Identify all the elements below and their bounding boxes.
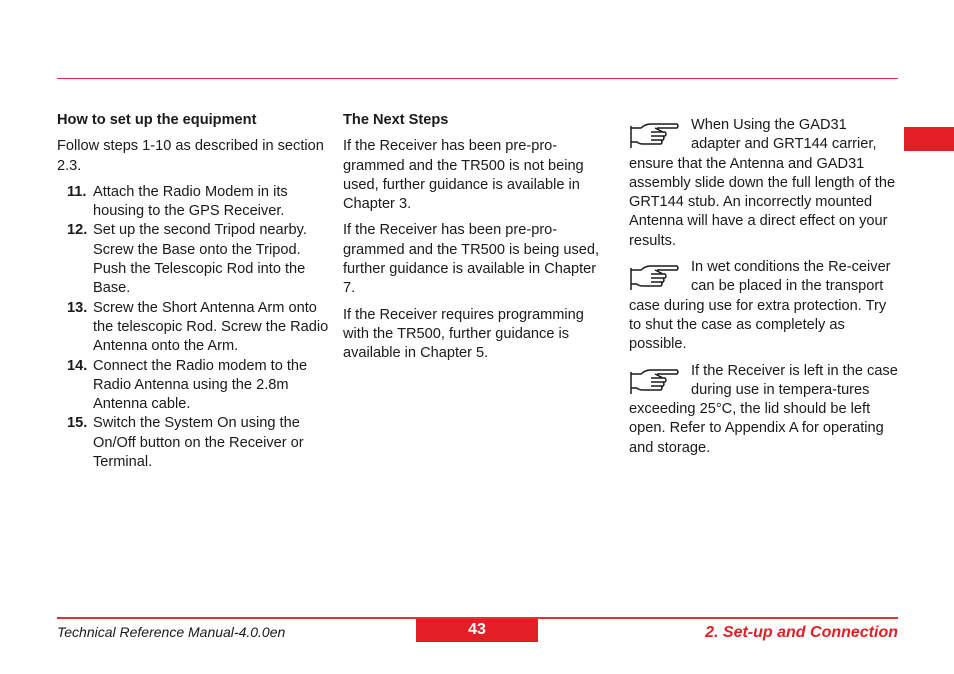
page-number: 43 [416, 619, 538, 642]
step-number: 13. [67, 299, 88, 316]
step-item [57, 357, 329, 415]
pointing-hand-icon [629, 262, 681, 294]
header-rule [57, 78, 898, 79]
setup-column [57, 111, 329, 472]
next-steps-paragraph: If the Receiver requires programming with the TR500, further guidance is available in Chapter 5. [343, 306, 584, 362]
step-text: Screw the Short Antenna Arm onto the telescopic Rod. Screw the Radio Antenna onto the Arm. [93, 299, 329, 355]
step-item [57, 221, 329, 298]
step-text: Connect the Radio modem to the Radio Antenna using the 2.8m Antenna cable. [93, 357, 308, 413]
pointing-hand-icon [629, 366, 681, 398]
step-number: 14. [67, 357, 88, 374]
note-block [629, 258, 899, 354]
step-number: 12. [67, 222, 88, 239]
note-text: When Using the GAD31 adapter and GRT144 carrier, ensure that the Antenna and GAD31 assembly slide down the full length of the GRT144 stub. An incorrectly mounted Antenna will have a direct effect on your results. [629, 117, 896, 249]
step-number: 11. [67, 183, 87, 200]
next-steps-paragraph: If the Receiver has been pre-pro-grammed and the TR500 is not being used, further guidance is available in Chapter 3. [343, 138, 584, 213]
step-item [57, 414, 329, 472]
next-steps-column [343, 111, 611, 371]
pointing-hand-icon [629, 120, 681, 152]
step-item [57, 299, 329, 357]
step-item [57, 183, 329, 222]
step-text: Set up the second Tripod nearby. Screw the Base onto the Tripod. Push the Telescopic Rod into the Base. [93, 222, 307, 297]
step-text: Attach the Radio Modem in its housing to the GPS Receiver. [93, 183, 288, 220]
note-text: If the Receiver is left in the case during use in tempera-tures exceeding 25°C, the lid should be left open. Refer to Appendix A for operating and storage. [629, 362, 898, 456]
setup-steps-list [57, 183, 329, 472]
next-steps-heading: The Next Steps [343, 112, 449, 128]
next-steps-paragraph: If the Receiver has been pre-pro-grammed and the TR500 is being used, further guidance is available in Chapter 7. [343, 222, 600, 297]
notes-column [629, 116, 899, 465]
setup-intro: Follow steps 1-10 as described in section 2.3. [57, 138, 324, 174]
note-block [629, 362, 899, 458]
chapter-title: 2. Set-up and Connection [705, 624, 898, 641]
note-text: In wet conditions the Re-ceiver can be placed in the transport case during use for extra protection. Try to shut the case as completely as possible. [629, 259, 891, 353]
chapter-tab-marker [904, 127, 954, 151]
manual-title: Technical Reference Manual-4.0.0en [57, 624, 286, 640]
step-number: 15. [67, 415, 88, 432]
step-text: Switch the System On using the On/Off button on the Receiver or Terminal. [93, 415, 304, 471]
setup-heading: How to set up the equipment [57, 112, 257, 128]
note-block [629, 116, 899, 251]
